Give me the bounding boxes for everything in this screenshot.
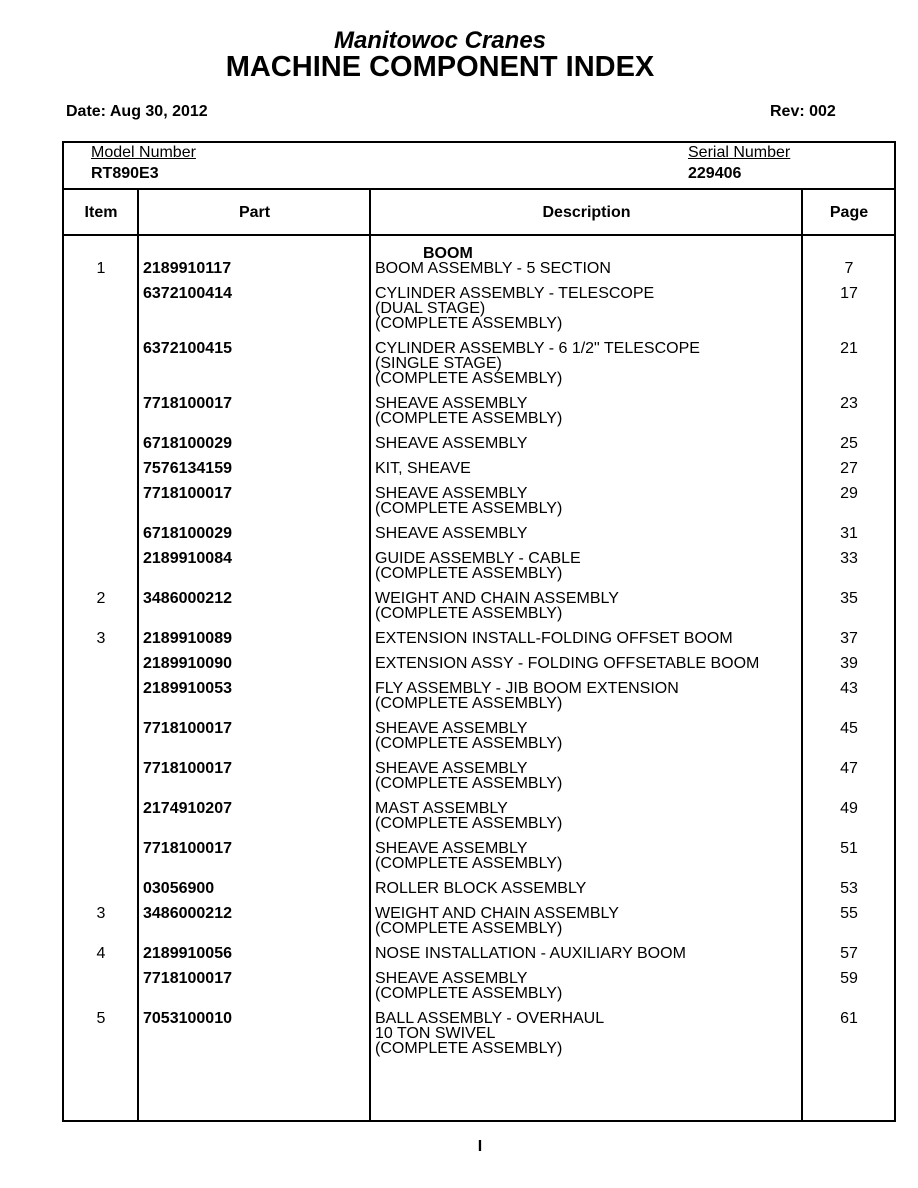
page-number: I (477, 1138, 483, 1155)
row-description-line: GUIDE ASSEMBLY - CABLE (375, 550, 581, 567)
row-description-line: EXTENSION ASSY - FOLDING OFFSETABLE BOOM (375, 655, 760, 672)
row-description-line: (COMPLETE ASSEMBLY) (375, 1040, 563, 1057)
row-description-line: (COMPLETE ASSEMBLY) (375, 855, 563, 872)
row-description-line: BOOM ASSEMBLY - 5 SECTION (375, 260, 611, 277)
column-header-page: Page (829, 204, 869, 221)
row-part-number: 03056900 (143, 880, 215, 897)
row-description (375, 631, 733, 646)
row-description-line: NOSE INSTALLATION - AUXILIARY BOOM (375, 945, 686, 962)
row-part-number: 6718100029 (143, 525, 232, 542)
row-description-line: CYLINDER ASSEMBLY - TELESCOPE (375, 285, 655, 302)
row-description-line: ROLLER BLOCK ASSEMBLY (375, 880, 587, 897)
row-description-line: (COMPLETE ASSEMBLY) (375, 370, 563, 387)
row-description (375, 971, 562, 1001)
row-description (375, 261, 611, 276)
row-page-number: 25 (840, 435, 858, 452)
row-page-number: 47 (840, 760, 858, 777)
row-description-line: EXTENSION INSTALL-FOLDING OFFSET BOOM (375, 630, 733, 647)
column-header-part: Part (238, 204, 271, 221)
row-description (375, 486, 562, 516)
row-description (375, 681, 679, 711)
company-name: Manitowoc Cranes (333, 27, 547, 54)
row-page-number: 53 (840, 880, 858, 897)
row-description-line: (COMPLETE ASSEMBLY) (375, 985, 563, 1002)
row-description-line: SHEAVE ASSEMBLY (375, 525, 528, 542)
row-page-number: 7 (844, 260, 854, 277)
row-page-number: 17 (840, 285, 858, 302)
row-description-line: (COMPLETE ASSEMBLY) (375, 315, 563, 332)
row-description (375, 1011, 604, 1056)
part-column-divider (369, 189, 371, 1120)
row-part-number: 7718100017 (143, 720, 232, 737)
row-part-number: 3486000212 (143, 905, 232, 922)
row-description-line: SHEAVE ASSEMBLY (375, 760, 528, 777)
row-description (375, 461, 471, 476)
row-page-number: 33 (840, 550, 858, 567)
row-page-number: 45 (840, 720, 858, 737)
row-page-number: 29 (840, 485, 858, 502)
row-page-number: 23 (840, 395, 858, 412)
row-description-line: MAST ASSEMBLY (375, 800, 508, 817)
row-item-number: 3 (96, 630, 106, 647)
row-page-number: 55 (840, 905, 858, 922)
row-description-line: BALL ASSEMBLY - OVERHAUL (375, 1010, 605, 1027)
row-part-number: 7053100010 (143, 1010, 232, 1027)
document-date: Date: Aug 30, 2012 (66, 103, 208, 120)
row-description (375, 591, 619, 621)
row-part-number: 7718100017 (143, 970, 232, 987)
row-part-number: 2189910089 (143, 630, 232, 647)
row-part-number: 2189910053 (143, 680, 232, 697)
row-description (375, 946, 686, 961)
row-description-line: 10 TON SWIVEL (375, 1025, 496, 1042)
row-part-number: 3486000212 (143, 590, 232, 607)
row-description-line: (COMPLETE ASSEMBLY) (375, 815, 563, 832)
row-description (375, 656, 759, 671)
row-description-line: CYLINDER ASSEMBLY - 6 1/2" TELESCOPE (375, 340, 700, 357)
row-description (375, 396, 562, 426)
row-description-line: KIT, SHEAVE (375, 460, 471, 477)
row-page-number: 57 (840, 945, 858, 962)
row-part-number: 7576134159 (143, 460, 232, 477)
row-description-line: (COMPLETE ASSEMBLY) (375, 920, 563, 937)
row-item-number: 3 (96, 905, 106, 922)
model-number-value: RT890E3 (91, 165, 159, 182)
row-page-number: 59 (840, 970, 858, 987)
row-part-number: 7718100017 (143, 395, 232, 412)
row-page-number: 31 (840, 525, 858, 542)
row-description-line: (COMPLETE ASSEMBLY) (375, 605, 563, 622)
section-heading-boom: BOOM (423, 245, 473, 262)
row-page-number: 35 (840, 590, 858, 607)
row-page-number: 37 (840, 630, 858, 647)
row-description-line: SHEAVE ASSEMBLY (375, 720, 528, 737)
row-page-number: 39 (840, 655, 858, 672)
row-part-number: 7718100017 (143, 760, 232, 777)
header-divider (64, 188, 894, 190)
row-description (375, 881, 586, 896)
row-page-number: 61 (840, 1010, 858, 1027)
column-header-description: Description (542, 204, 631, 221)
row-part-number: 7718100017 (143, 485, 232, 502)
row-description-line: SHEAVE ASSEMBLY (375, 485, 528, 502)
row-description-line: SHEAVE ASSEMBLY (375, 840, 528, 857)
row-description-line: FLY ASSEMBLY - JIB BOOM EXTENSION (375, 680, 679, 697)
component-index-table (62, 141, 896, 1122)
row-description (375, 906, 619, 936)
row-description-line: SHEAVE ASSEMBLY (375, 395, 528, 412)
document-revision: Rev: 002 (770, 103, 836, 120)
row-description (375, 286, 654, 331)
row-description-line: (COMPLETE ASSEMBLY) (375, 775, 563, 792)
row-description-line: (DUAL STAGE) (375, 300, 486, 317)
row-description (375, 551, 581, 581)
row-description-line: (COMPLETE ASSEMBLY) (375, 735, 563, 752)
row-item-number: 5 (96, 1010, 106, 1027)
row-item-number: 2 (96, 590, 106, 607)
row-part-number: 2189910117 (143, 260, 232, 277)
model-number-label: Model Number (91, 144, 196, 161)
row-description-line: (COMPLETE ASSEMBLY) (375, 695, 563, 712)
row-description (375, 721, 562, 751)
row-description (375, 436, 527, 451)
row-page-number: 27 (840, 460, 858, 477)
row-description-line: (COMPLETE ASSEMBLY) (375, 565, 563, 582)
row-page-number: 43 (840, 680, 858, 697)
document-title: MACHINE COMPONENT INDEX (225, 51, 655, 83)
row-part-number: 2174910207 (143, 800, 232, 817)
row-description (375, 526, 527, 541)
row-description-line: WEIGHT AND CHAIN ASSEMBLY (375, 590, 619, 607)
row-part-number: 6372100415 (143, 340, 232, 357)
row-page-number: 51 (840, 840, 858, 857)
row-description-line: (COMPLETE ASSEMBLY) (375, 500, 563, 517)
row-page-number: 21 (840, 340, 858, 357)
row-description-line: (COMPLETE ASSEMBLY) (375, 410, 563, 427)
row-description (375, 761, 562, 791)
row-description-line: SHEAVE ASSEMBLY (375, 970, 528, 987)
row-part-number: 6718100029 (143, 435, 232, 452)
serial-number-label: Serial Number (688, 144, 791, 161)
row-description-line: SHEAVE ASSEMBLY (375, 435, 528, 452)
row-page-number: 49 (840, 800, 858, 817)
row-part-number: 6372100414 (143, 285, 232, 302)
item-column-divider (137, 189, 139, 1120)
row-item-number: 1 (96, 260, 106, 277)
column-header-divider (64, 234, 894, 236)
row-description (375, 341, 700, 386)
row-part-number: 7718100017 (143, 840, 232, 857)
row-description (375, 841, 562, 871)
row-description (375, 801, 562, 831)
row-part-number: 2189910084 (143, 550, 232, 567)
serial-number-value: 229406 (688, 165, 742, 182)
row-description-line: (SINGLE STAGE) (375, 355, 502, 372)
row-part-number: 2189910056 (143, 945, 232, 962)
row-item-number: 4 (96, 945, 106, 962)
row-description-line: WEIGHT AND CHAIN ASSEMBLY (375, 905, 619, 922)
column-header-item: Item (84, 204, 118, 221)
row-part-number: 2189910090 (143, 655, 232, 672)
